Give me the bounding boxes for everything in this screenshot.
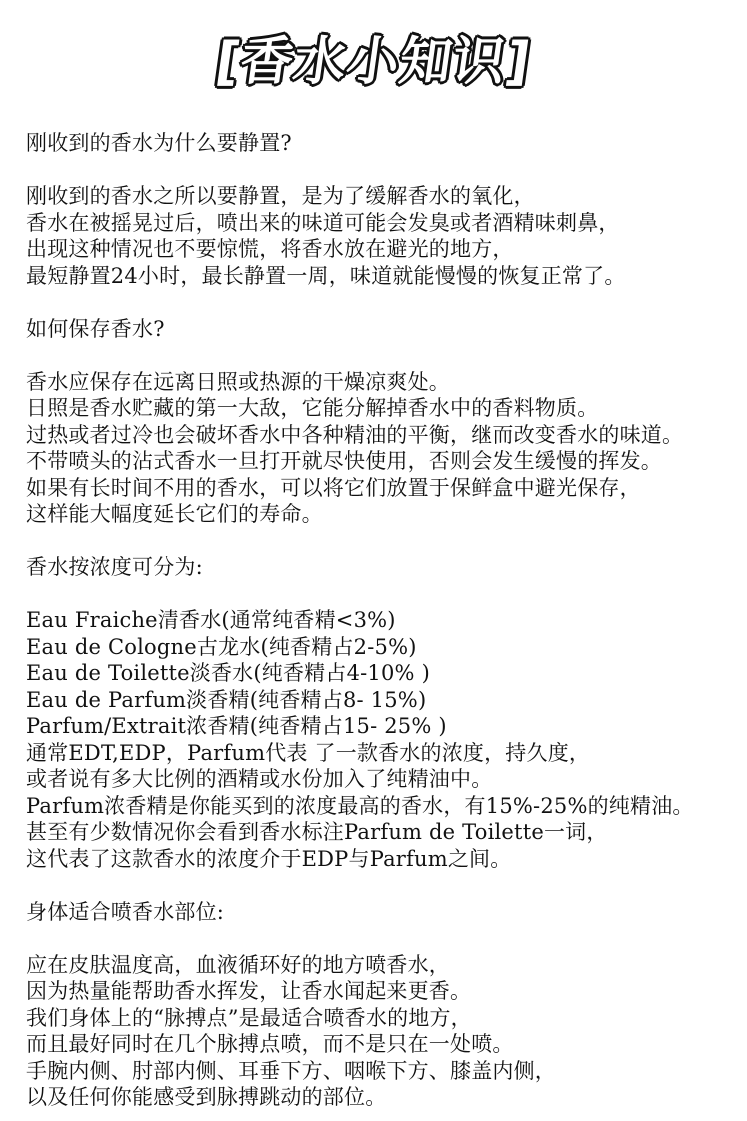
spacer [26,925,742,952]
section-storage-rest [26,130,742,316]
paragraph-line: 而且最好同时在几个脉搏点喷，而不是只在一处喷。 [26,1032,514,1056]
paragraph-line: 或者说有多大比例的酒精或水份加入了纯精油中。 [26,767,493,791]
section-heading: 香水按浓度可分为: [26,555,203,579]
section-how-to-store [26,316,742,555]
paragraph-line: Parfum浓香精是你能买到的浓度最高的香水，有15%-25%的纯精油。 [26,793,694,818]
paragraph-line: 香水应保存在远离日照或热源的干燥凉爽处。 [26,369,450,394]
title-banner [0,26,747,98]
paragraph-line: 如果有长时间不用的香水，可以将它们放置于保鲜盒中避光保存， [26,475,641,500]
paragraph-line: 过热或者过冷也会破坏香水中各种精油的平衡，继而改变香水的味道。 [26,422,684,447]
document-body [26,130,742,1111]
paragraph-line: 最短静置24小时，最长静置一周，味道就能慢慢的恢复正常了。 [26,263,626,288]
paragraph-line: 这代表了这款香水的浓度介于EDP与Parfum之间。 [26,846,512,871]
paragraph-line: Eau de Toilette淡香水(纯香精占4-10% ) [26,661,430,685]
spacer [26,872,742,899]
paragraph-line: 通常EDT,EDP，Parfum代表 了一款香水的浓度，持久度， [26,740,591,765]
paragraph-line: 不带喷头的沾式香水一旦打开就尽快使用，否则会发生缓慢的挥发。 [26,449,662,473]
paragraph-line: 应在皮肤温度高，血液循环好的地方喷香水， [26,952,450,977]
paragraph-line: Eau de Cologne古龙水(纯香精占2-5%) [26,634,417,659]
paragraph-line: 甚至有少数情况你会看到香水标注Parfum de Toilette一词， [26,820,608,844]
spacer [26,581,742,608]
paragraph-line: 这样能大幅度延长它们的寿命。 [26,502,323,526]
paragraph-line: 手腕内侧、肘部内侧、耳垂下方、咽喉下方、膝盖内侧， [26,1058,556,1083]
spacer [26,157,742,184]
paragraph-line: 刚收到的香水之所以要静置，是为了缓解香水的氧化， [26,184,535,208]
paragraph-line: 香水在被摇晃过后，喷出来的味道可能会发臭或者酒精味刺鼻， [26,210,620,235]
section-heading: 身体适合喷香水部位: [26,899,225,924]
section-heading: 刚收到的香水为什么要静置? [26,131,292,155]
paragraph-line: 出现这种情况也不要惊慌，将香水放在避光的地方， [26,237,514,261]
section-concentration [26,554,742,899]
page-title: [香水小知识] [212,32,535,92]
paragraph-line: 因为热量能帮助香水挥发，让香水闻起来更香。 [26,979,472,1003]
paragraph-line: 以及任何你能感受到脉搏跳动的部位。 [26,1085,387,1109]
spacer [26,342,742,369]
paragraph-line: Eau de Parfum淡香精(纯香精占8- 15%) [26,687,427,712]
section-heading: 如何保存香水? [26,316,165,341]
paragraph-line: 日照是香水贮藏的第一大敌，它能分解掉香水中的香料物质。 [26,396,599,420]
paragraph-line: Eau Fraiche清香水(通常纯香精<3%) [26,608,396,632]
paragraph-line: 我们身体上的“脉搏点”是最适合喷香水的地方， [26,1005,472,1030]
spacer [26,528,742,555]
section-body-spots [26,899,742,1111]
spacer [26,289,742,316]
paragraph-line: Parfum/Extrait浓香精(纯香精占15- 25% ) [26,714,447,738]
